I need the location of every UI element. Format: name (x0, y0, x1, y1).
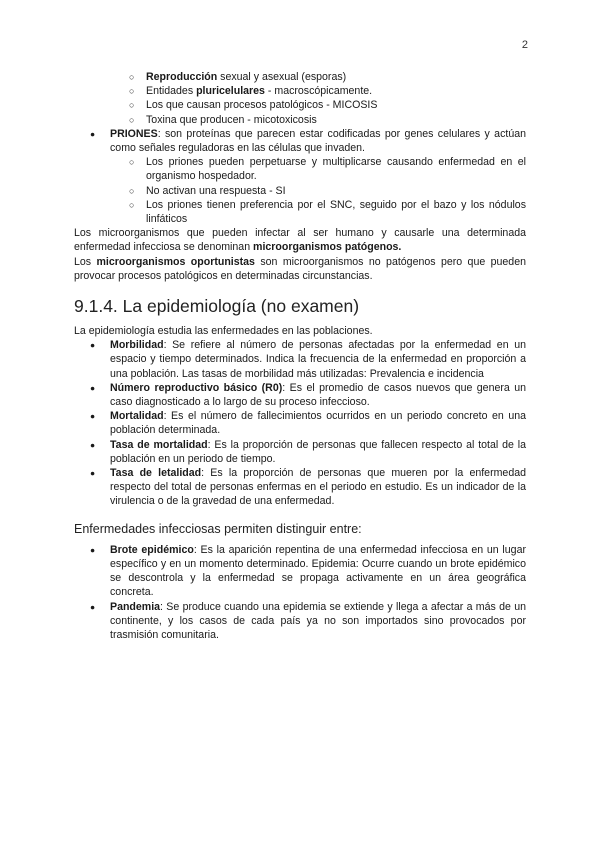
list-item: ○ Reproducción sexual y asexual (esporas) (74, 70, 526, 84)
priones-subitems (110, 155, 526, 226)
list-item: ● Mortalidad: Es el número de fallecimientos ocurridos en un periodo concreto en una población determinada. (74, 409, 526, 437)
list-item: ○ No activan una respuesta - SI (110, 184, 526, 198)
list-item-priones: ● PRIONES: son proteínas que parecen estar codificadas por genes celulares y actúan como señales reguladoras en las células que invaden. ○ Los priones pueden perpetuarse y multiplicarse causando enfermedad en el organismo hospedador. ○ No activan una respuesta - SI ○ Los priones tienen preferencia por el SNC, seguido por el bazo y los nódulos linfáticos (74, 127, 526, 226)
paragraph-opportunists: Los microorganismos oportunistas son microorganismos no patógenos pero que pueden provocar procesos patológicos en determinadas circunstancias. (74, 255, 526, 282)
disease-list (74, 543, 526, 642)
page-number: 2 (521, 39, 528, 51)
list-item: ○ Entidades pluricelulares - macroscópicamente. (74, 84, 526, 98)
list-item: ○ Los priones pueden perpetuarse y multiplicarse causando enfermedad en el organismo hospedador. (110, 155, 526, 183)
fungi-subitems (74, 70, 526, 127)
list-item: ○ Toxina que producen - micotoxicosis (74, 113, 526, 127)
list-item: ○ Los priones tienen preferencia por el SNC, seguido por el bazo y los nódulos linfáticos (110, 198, 526, 226)
list-item: ● Número reproductivo básico (R0): Es el promedio de casos nuevos que genera un caso diagnosticado a lo largo de su proceso infeccioso. (74, 381, 526, 409)
list-item: ○ Los que causan procesos patológicos - MICOSIS (74, 98, 526, 112)
epidemiology-list (74, 338, 526, 508)
list-item: ● Tasa de letalidad: Es la proporción de personas que mueren por la enfermedad respecto del total de personas enfermas en el periodo en estudio. Es un indicador de la virulencia o de la gravedad de una enfermedad. (74, 466, 526, 509)
list-item: ● Tasa de mortalidad: Es la proporción de personas que fallecen respecto al total de la población en un periodo de tiempo. (74, 438, 526, 466)
subheading: Enfermedades infecciosas permiten distinguir entre: (74, 521, 362, 536)
list-item: ● Pandemia: Se produce cuando una epidemia se extiende y llega a afectar a más de un continente, y los casos de cada país ya no son importados sino provocados por trasmisión comunitaria. (74, 600, 526, 643)
paragraph-pathogens: Los microorganismos que pueden infectar al ser humano y causarle una determinada enfermedad infecciosa se denominan microorganismos patógenos. (74, 227, 526, 254)
list-item: ● Morbilidad: Se refiere al número de personas afectadas por la enfermedad en un espacio y tiempo determinados. Indica la frecuencia de la enfermedad en proporción a una población. Las tasas de morbilidad más utilizadas: Prevalencia e incidencia (74, 338, 526, 381)
section-heading: 9.1.4. La epidemiología (no examen) (74, 296, 360, 317)
page-content (74, 70, 526, 642)
epidemiology-intro: La epidemiología estudia las enfermedades en las poblaciones. (74, 325, 373, 338)
priones-list (74, 127, 526, 226)
list-item: ● Brote epidémico: Es la aparición repentina de una enfermedad infecciosa en un lugar específico y en un momento determinado. Epidemia: Ocurre cuando un brote epidémico se descontrola y la enfermedad se propaga activamente en un área geográfica concreta. (74, 543, 526, 600)
